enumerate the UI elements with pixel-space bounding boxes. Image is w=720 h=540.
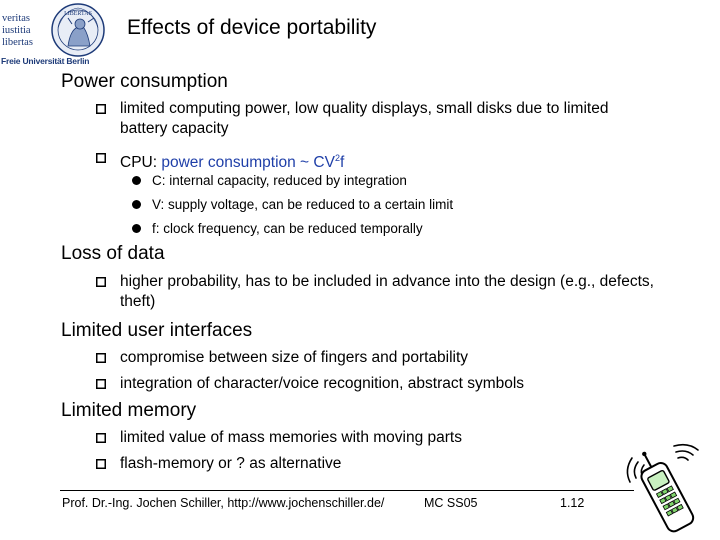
power-formula-tail: f	[339, 154, 345, 171]
hollow-square-icon	[96, 459, 106, 469]
hollow-square-icon	[96, 277, 106, 287]
hollow-square-icon	[96, 379, 106, 389]
filled-circle-icon	[132, 176, 141, 185]
sub-list-item-text: V: supply voltage, can be reduced to a certain limit	[152, 197, 454, 212]
power-formula-text: power consumption ~ CV	[161, 154, 335, 171]
power-formula-exponent: 2	[334, 153, 340, 163]
sub-list-item	[132, 172, 407, 190]
logo-motto-line: iustitia	[2, 25, 31, 36]
hollow-square-icon	[96, 153, 106, 163]
section-heading: Limited memory	[61, 400, 197, 421]
sub-list-item-text: C: internal capacity, reduced by integration	[152, 173, 407, 188]
footer-divider	[60, 490, 634, 491]
logo-motto-line: libertas	[2, 37, 33, 48]
footer-course: MC SS05	[424, 496, 478, 510]
list-item	[96, 272, 656, 312]
section-heading: Power consumption	[61, 71, 228, 92]
cpu-label: CPU:	[120, 154, 162, 171]
list-item-text: compromise between size of fingers and portability	[120, 349, 469, 366]
list-item-text: limited computing power, low quality displays, small disks due to limited battery capacity	[120, 100, 609, 137]
logo-caption: Freie Universität Berlin	[1, 56, 90, 66]
hollow-square-icon	[96, 433, 106, 443]
filled-circle-icon	[132, 200, 141, 209]
list-item-text: integration of character/voice recognition, abstract symbols	[120, 375, 525, 392]
section-heading: Limited user interfaces	[61, 320, 253, 341]
power-formula	[161, 154, 344, 171]
list-item	[96, 148, 656, 173]
slide-title: Effects of device portability	[127, 16, 377, 39]
logo-motto-line: veritas	[2, 13, 30, 24]
footer-author: Prof. Dr.-Ing. Jochen Schiller, http://www.jochenschiller.de/	[62, 496, 385, 510]
list-item	[96, 99, 656, 139]
footer-page-number: 1.12	[560, 496, 585, 510]
list-item-text: limited value of mass memories with moving parts	[120, 429, 462, 446]
list-item-text	[120, 148, 656, 173]
section-heading: Loss of data	[61, 243, 165, 264]
hollow-square-icon	[96, 104, 106, 114]
sub-list-item	[132, 196, 453, 214]
mobile-phone-signal-icon	[618, 440, 714, 536]
list-item	[96, 454, 656, 474]
sub-list-item-text: f: clock frequency, can be reduced temporally	[152, 221, 423, 236]
filled-circle-icon	[132, 224, 141, 233]
hollow-square-icon	[96, 353, 106, 363]
list-item	[96, 374, 656, 394]
sub-list-item	[132, 220, 423, 238]
list-item-text: flash-memory or ? as alternative	[120, 455, 342, 472]
list-item	[96, 348, 656, 368]
seal-text: LIBERTAS	[64, 11, 92, 17]
list-item-text: higher probability, has to be included in advance into the design (e.g., defects, theft)	[120, 273, 654, 310]
list-item	[96, 428, 656, 448]
